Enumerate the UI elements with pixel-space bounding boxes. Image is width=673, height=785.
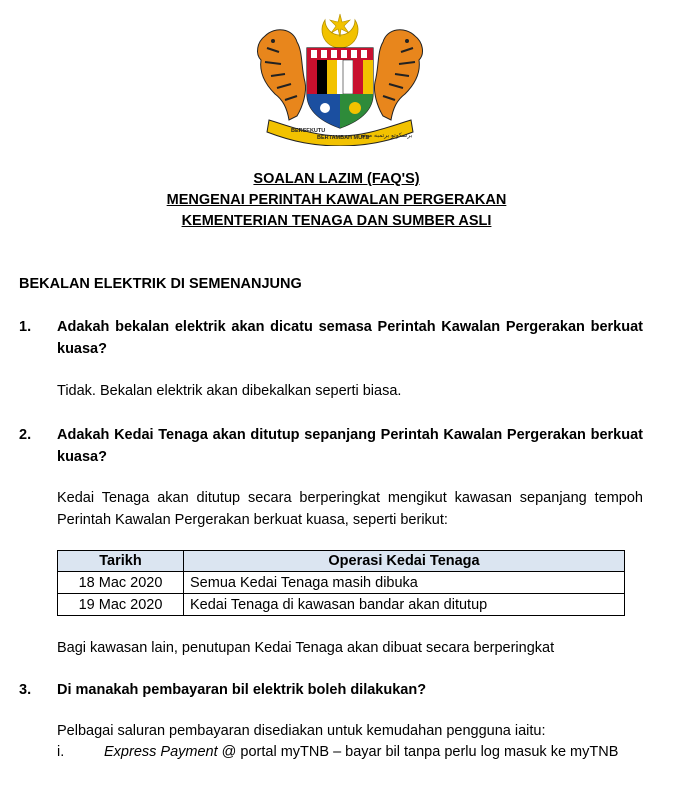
table-header-row — [58, 551, 625, 572]
title-line-3: KEMENTERIAN TENAGA DAN SUMBER ASLI — [181, 213, 492, 229]
table-row — [58, 572, 625, 594]
section-heading: BEKALAN ELEKTRIK DI SEMENANJUNG — [19, 276, 302, 292]
answer-2-text: Kedai Tenaga akan ditutup secara berperingkat mengikut kawasan sepanjang tempoh Perintah Kawalan Pergerakan berkuat kuasa, seperti berikut: — [57, 490, 643, 528]
answer-2-note: Bagi kawasan lain, penutupan Kedai Tenaga akan dibuat secara berperingkat — [57, 640, 555, 656]
list-item — [104, 741, 643, 763]
table-cell-operation: Semua Kedai Tenaga masih dibuka — [184, 572, 625, 594]
answer-1-text: Tidak. Bekalan elektrik akan dibekalkan seperti biasa. — [57, 383, 402, 399]
question-3-number: 3. — [19, 682, 32, 698]
table-row — [58, 594, 625, 616]
motto-jawi: برسکوتو برتمبه موتو — [361, 132, 413, 139]
question-1-number: 1. — [19, 319, 32, 335]
answer-3-text: Pelbagai saluran pembayaran disediakan untuk kemudahan pengguna iaitu: — [57, 723, 546, 739]
column-header-operation: Operasi Kedai Tenaga — [184, 551, 625, 572]
coat-of-arms-emblem — [245, 8, 435, 146]
motto-right: BERTAMBAH MUTU — [317, 135, 370, 141]
question-3-text: Di manakah pembayaran bil elektrik boleh dilakukan? — [57, 682, 427, 698]
table-cell-date: 18 Mac 2020 — [58, 572, 184, 594]
motto-left: BERSEKUTU — [291, 128, 326, 134]
list-item-text: @ portal myTNB – bayar bil tanpa perlu log masuk ke myTNB — [217, 744, 619, 760]
column-header-date: Tarikh — [58, 551, 184, 572]
list-item-italic-term: Express Payment — [104, 744, 218, 760]
table-cell-date: 19 Mac 2020 — [58, 594, 184, 616]
title-line-2: MENGENAI PERINTAH KAWALAN PERGERAKAN — [166, 192, 507, 208]
kedai-tenaga-schedule-table — [57, 550, 625, 616]
question-2-number: 2. — [19, 427, 32, 443]
question-2-text: Adakah Kedai Tenaga akan ditutup sepanjang Perintah Kawalan Pergerakan berkuat kuasa? — [57, 427, 643, 465]
list-item-marker: i. — [57, 744, 65, 760]
title-line-1: SOALAN LAZIM (FAQ'S) — [253, 171, 420, 187]
question-1-text: Adakah bekalan elektrik akan dicatu semasa Perintah Kawalan Pergerakan berkuat kuasa? — [57, 319, 643, 357]
table-cell-operation: Kedai Tenaga di kawasan bandar akan ditutup — [184, 594, 625, 616]
